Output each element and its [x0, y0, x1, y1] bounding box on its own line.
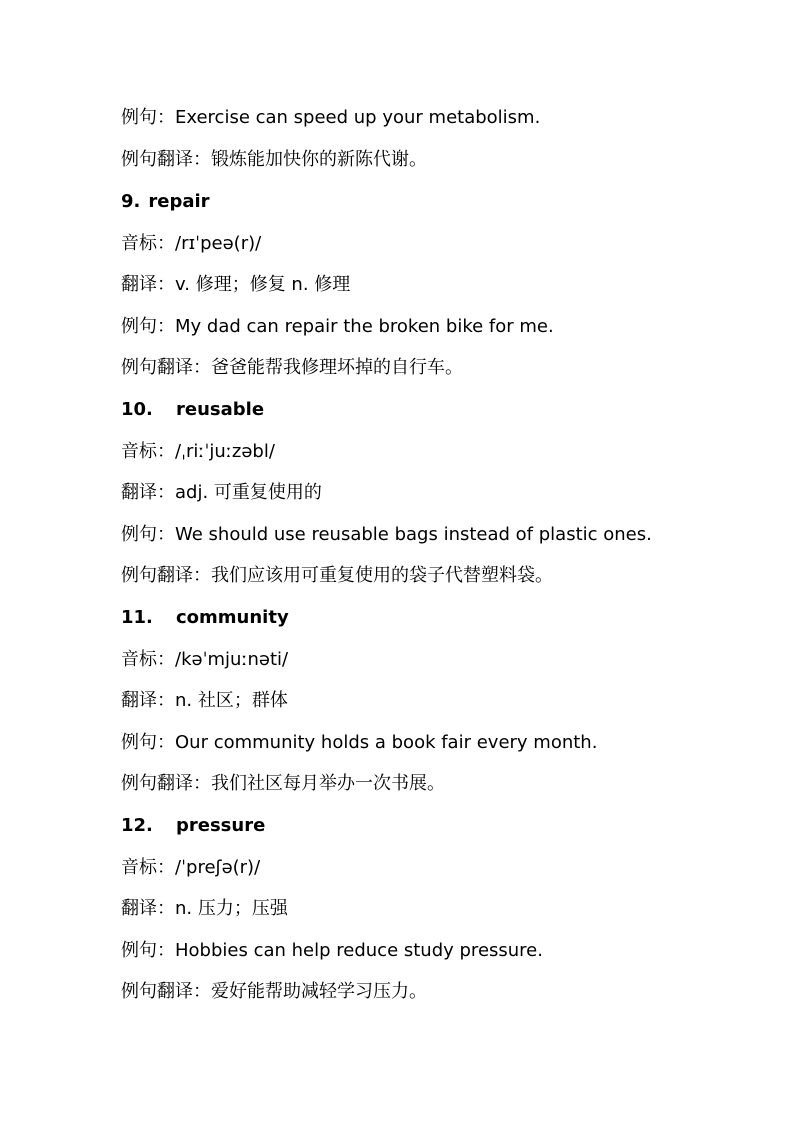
- word-title: community: [176, 607, 289, 628]
- word-heading: [121, 814, 265, 838]
- translation-text: n. 社区；群体: [175, 690, 288, 711]
- example-translation-text: 爸爸能帮我修理坏掉的自行车。: [211, 357, 463, 378]
- phonetic-line: [121, 856, 260, 880]
- example-text: We should use reusable bags instead of plastic ones.: [175, 524, 652, 545]
- word-heading: [121, 606, 289, 630]
- example-translation-label: 例句翻译：: [121, 981, 211, 1002]
- word-number: 12.: [121, 815, 153, 836]
- translation-line: [121, 481, 322, 505]
- example-translation-label: 例句翻译：: [121, 565, 211, 586]
- word-heading: [121, 398, 264, 422]
- translation-label: 翻译：: [121, 482, 175, 503]
- example-translation-text: 锻炼能加快你的新陈代谢。: [211, 149, 427, 170]
- example-text: Our community holds a book fair every month.: [175, 732, 598, 753]
- example-sentence: [121, 315, 554, 339]
- example-sentence: [121, 523, 652, 547]
- phonetic-label: 音标：: [121, 441, 175, 462]
- phonetic-line: [121, 440, 275, 464]
- example-text: My dad can repair the broken bike for me.: [175, 316, 554, 337]
- example-label: 例句：: [121, 940, 175, 961]
- example-sentence: [121, 939, 543, 963]
- word-title: repair: [148, 191, 210, 212]
- example-label: 例句：: [121, 732, 175, 753]
- example-text: Hobbies can help reduce study pressure.: [175, 940, 543, 961]
- translation-label: 翻译：: [121, 898, 175, 919]
- translation-text: v. 修理；修复 n. 修理: [175, 274, 351, 295]
- translation-line: [121, 897, 288, 921]
- example-translation-text: 爱好能帮助减轻学习压力。: [211, 981, 427, 1002]
- example-label: 例句：: [121, 107, 175, 128]
- word-number: 10.: [121, 399, 153, 420]
- example-sentence: [121, 106, 540, 130]
- example-translation: [121, 148, 427, 172]
- example-translation-label: 例句翻译：: [121, 773, 211, 794]
- word-number: 11.: [121, 607, 153, 628]
- example-translation-label: 例句翻译：: [121, 357, 211, 378]
- phonetic-label: 音标：: [121, 649, 175, 670]
- translation-line: [121, 273, 350, 297]
- example-text: Exercise can speed up your metabolism.: [175, 107, 541, 128]
- word-title: pressure: [176, 815, 266, 836]
- example-translation: [121, 356, 463, 380]
- translation-line: [121, 689, 288, 713]
- word-heading: [121, 190, 210, 214]
- phonetic-line: [121, 648, 288, 672]
- example-translation-label: 例句翻译：: [121, 149, 211, 170]
- phonetic-line: [121, 232, 261, 256]
- example-translation: [121, 772, 445, 796]
- translation-label: 翻译：: [121, 690, 175, 711]
- phonetic-text: /rɪˈpeə(r)/: [175, 233, 262, 254]
- phonetic-label: 音标：: [121, 857, 175, 878]
- example-translation-text: 我们社区每月举办一次书展。: [211, 773, 445, 794]
- example-label: 例句：: [121, 524, 175, 545]
- translation-text: adj. 可重复使用的: [175, 482, 322, 503]
- example-translation: [121, 980, 427, 1004]
- translation-label: 翻译：: [121, 274, 175, 295]
- word-title: reusable: [176, 399, 265, 420]
- example-translation: [121, 564, 553, 588]
- example-translation-text: 我们应该用可重复使用的袋子代替塑料袋。: [211, 565, 553, 586]
- translation-text: n. 压力；压强: [175, 898, 288, 919]
- phonetic-text: /ˈpreʃə(r)/: [175, 857, 261, 878]
- phonetic-label: 音标：: [121, 233, 175, 254]
- phonetic-text: /ˌriːˈjuːzəbl/: [175, 441, 275, 462]
- phonetic-text: /kəˈmjuːnəti/: [175, 649, 289, 670]
- example-sentence: [121, 731, 597, 755]
- example-label: 例句：: [121, 316, 175, 337]
- word-number: 9.: [121, 191, 141, 212]
